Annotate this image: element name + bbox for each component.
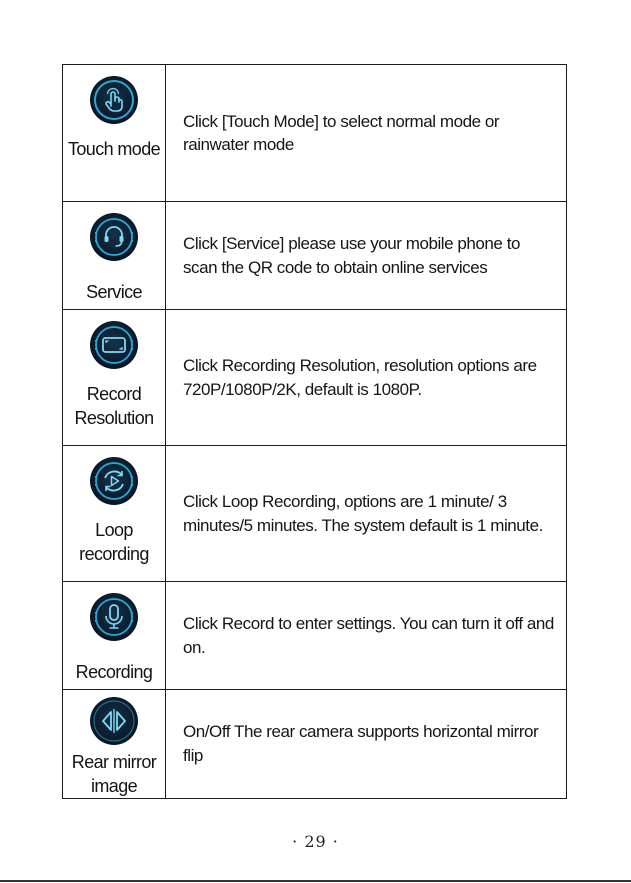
icon-cell [63,310,166,446]
description-cell [166,310,567,446]
row-description: On/Off The rear camera supports horizontal mirror flip [183,722,539,765]
table-row [63,310,567,446]
icon-cell [63,65,166,202]
icon-cell [63,202,166,310]
resolution-icon [89,320,139,370]
page-number: · 29 · [292,832,339,851]
microphone-icon [89,592,139,642]
icon-cell [63,690,166,799]
table-row [63,690,567,799]
row-description: Click Recording Resolution, resolution options are 720P/1080P/2K, default is 1080P. [183,356,537,399]
description-cell [166,202,567,310]
description-cell [166,582,567,690]
table-row [63,202,567,310]
table-row [63,582,567,690]
row-label: Service [86,282,142,302]
row-description: Click Loop Recording, options are 1 minute/ 3 minutes/5 minutes. The system default is 1 minute. [183,492,543,535]
row-label: Recording [75,662,153,682]
footer-divider [0,880,631,882]
settings-table [62,64,567,799]
headset-icon [89,212,139,262]
table-row [63,446,567,582]
row-label: Record Resolution [74,384,154,428]
row-label: Touch mode [67,139,161,159]
table-row [63,65,567,202]
row-label: Rear mirror image [71,752,157,796]
row-description: Click Record to enter settings. You can turn it off and on. [183,614,554,657]
row-description: Click [Service] please use your mobile phone to scan the QR code to obtain online services [183,234,520,277]
description-cell [166,690,567,799]
icon-cell [63,446,166,582]
row-label: Loop recording [79,520,149,564]
icon-cell [63,582,166,690]
touch-icon [89,75,139,125]
row-description: Click [Touch Mode] to select normal mode or rainwater mode [183,111,500,154]
loop-icon [89,456,139,506]
description-cell [166,65,567,202]
description-cell [166,446,567,582]
mirror-flip-icon [89,696,139,746]
